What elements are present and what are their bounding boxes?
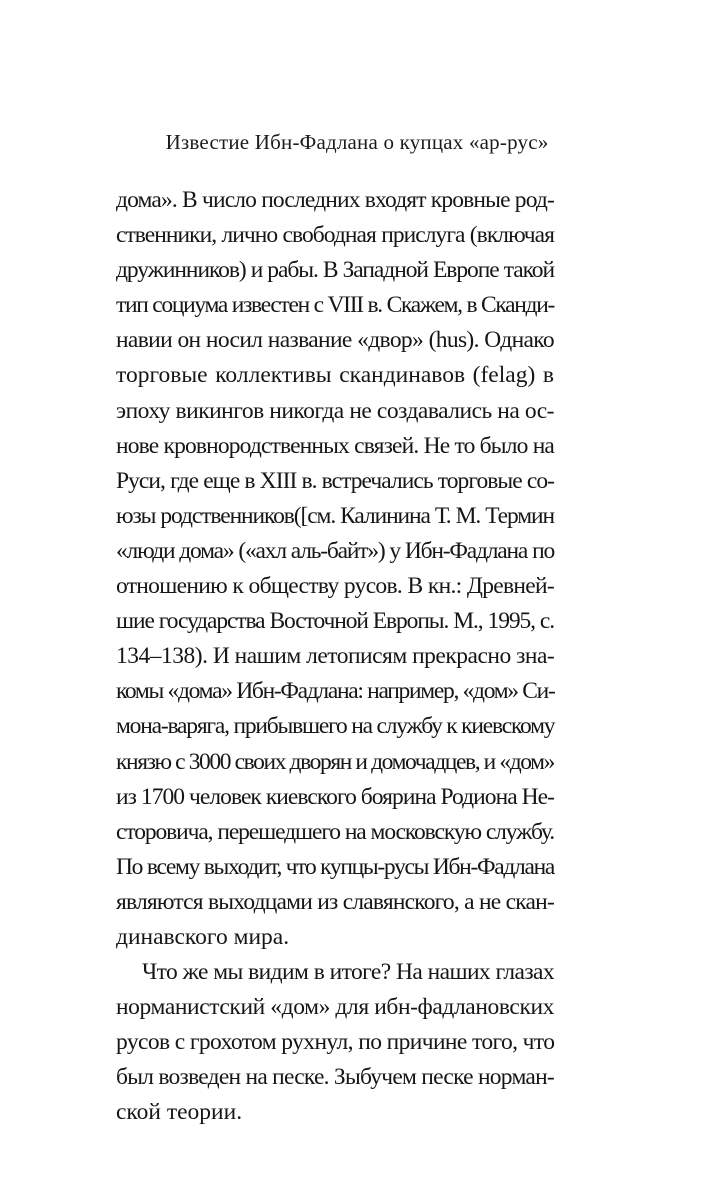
text-line: юзы родственников([см. Калинина Т. М. Термин bbox=[116, 502, 554, 529]
text-line: комы «дома» Ибн-Фадлана: например, «дом» Си- bbox=[116, 678, 555, 705]
text-line: русов с грохотом рухнул, по причине того, что bbox=[116, 1029, 555, 1056]
text-line: сторовича, перешедшего на московскую службу. bbox=[116, 818, 554, 845]
text-line: ственники, лично свободная прислуга (включая bbox=[116, 222, 554, 249]
running-head: Известие Ибн-Фадлана о купцах «ар-рус» bbox=[165, 130, 549, 154]
text-line: Что же мы видим в итоге? На наших глазах bbox=[142, 959, 554, 986]
text-line: мона-варяга, прибывшего на службу к киевскому bbox=[116, 713, 555, 740]
text-line: норманистский «дом» для ибн-фадлановских bbox=[116, 994, 554, 1021]
text-line: навии он носил название «двор» (hus). Однако bbox=[116, 327, 554, 354]
text-line: дружинников) и рабы. В Западной Европе такой bbox=[116, 257, 554, 284]
text-line: отношению к обществу русов. В кн.: Древней- bbox=[116, 573, 554, 600]
paragraph-2 bbox=[116, 955, 554, 1130]
text-line: 134–138). И нашим летописям прекрасно зна- bbox=[116, 643, 555, 670]
text-line: шие государства Восточной Европы. М., 1995, с. bbox=[116, 608, 554, 635]
text-line: был возведен на песке. Зыбучем песке норман- bbox=[116, 1064, 554, 1091]
text-line: «люди дома» («ахл аль-байт») у Ибн-Фадлана по bbox=[116, 537, 554, 564]
text-line: эпоху викингов никогда не создавались на ос- bbox=[116, 397, 554, 424]
text-line: Руси, где еще в XIII в. встречались торговые со- bbox=[116, 467, 554, 494]
text-line: дома». В число последних входят кровные род- bbox=[116, 187, 554, 213]
text-line: ской теории. bbox=[116, 1099, 243, 1126]
text-line: По всему выходит, что купцы-русы Ибн-Фадлана bbox=[116, 853, 554, 880]
paragraph-1 bbox=[116, 183, 554, 955]
body-text bbox=[116, 183, 554, 1131]
text-line: динавского мира. bbox=[116, 923, 290, 950]
text-line: являются выходцами из славянского, а не скан- bbox=[116, 888, 554, 915]
text-line: торговые коллективы скандинавов (felag) в bbox=[116, 362, 554, 389]
text-line: нове кровнородственных связей. Не то было на bbox=[116, 432, 554, 459]
text-line: тип социума известен с VIII в. Скажем, в Сканди- bbox=[116, 292, 554, 319]
text-line: из 1700 человек киевского боярина Родиона Не- bbox=[116, 783, 554, 810]
text-line: князю с 3000 своих дворян и домочадцев, и «дом» bbox=[116, 748, 554, 775]
